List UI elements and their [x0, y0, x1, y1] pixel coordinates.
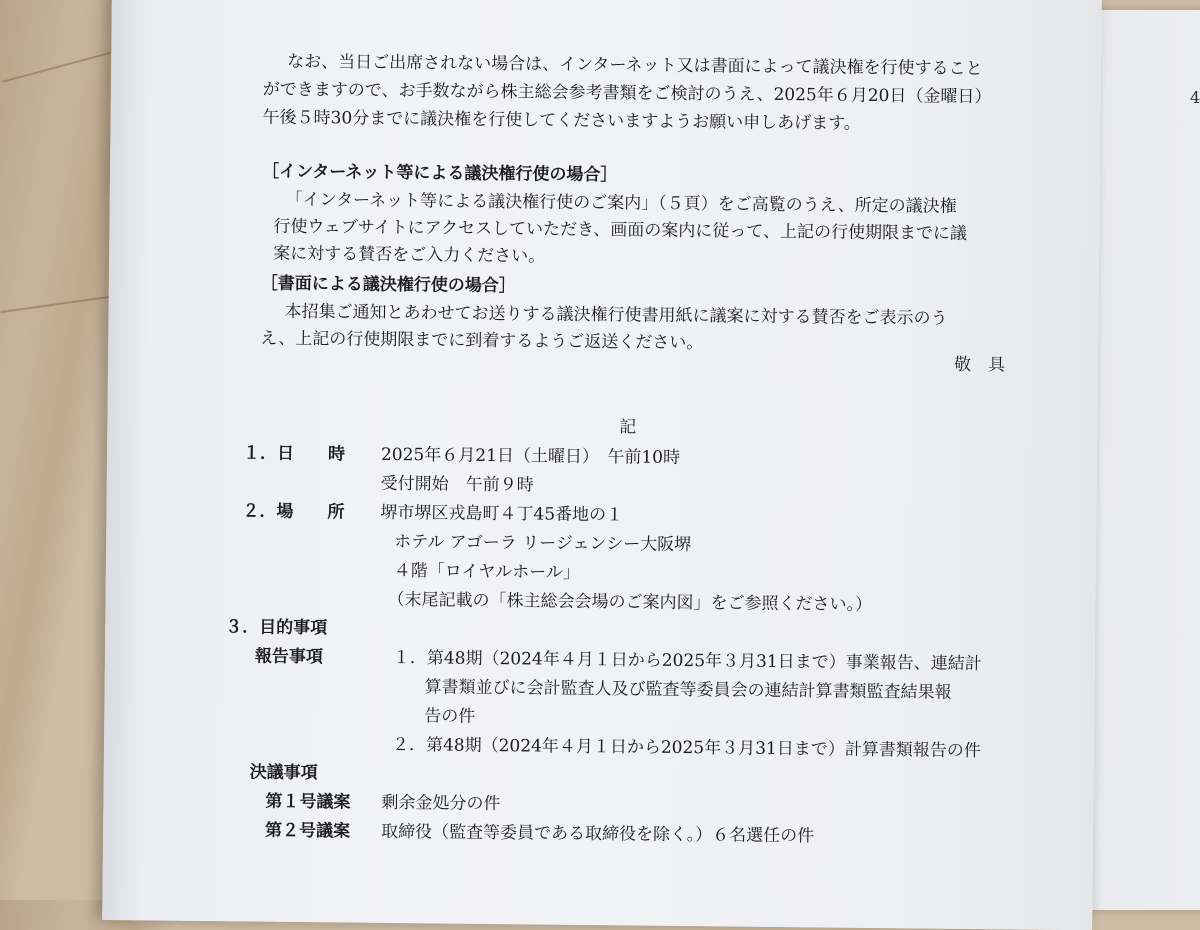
report-2: ２．第48期（2024年４月１日から2025年３月31日まで）計算書類報告の件 — [391, 734, 981, 762]
proposal-1-label: 第１号議案 — [265, 791, 351, 813]
document-page — [102, 0, 1102, 930]
internet-line-2: 行使ウェブサイトにアクセスしていただき、画面の案内に従って、上記の行使期限までに議 — [273, 216, 968, 244]
internet-line-3: 案に対する賛否をご入力ください。 — [273, 243, 546, 267]
written-line-2: え、上記の行使期限までに到着するようご返送ください。 — [260, 328, 704, 354]
item-1-datetime: 2025年６月21日（土曜日） 午前10時 — [380, 444, 681, 468]
resolution-matters-label: 決議事項 — [249, 762, 318, 784]
written-line-1: 本招集ご通知とあわせてお送りする議決権行使書用紙に議案に対する賛否をご表示のう — [284, 301, 948, 329]
intro-line-2: ができますので、お手数ながら株主総会参考書類をご検討のうえ、2025年６月20日（金曜日） — [262, 79, 992, 108]
item-1-reception: 受付開始 午前９時 — [380, 473, 534, 496]
intro-line-3: 午後５時30分までに議決権を行使してくださいますようお願い申しあげます。 — [262, 107, 861, 134]
item-2-address: 堺市堺区戎島町４丁45番地の１ — [380, 502, 624, 526]
report-1-line-1: １．第48期（2024年４月１日から2025年３月31日まで）事業報告、連結計 — [392, 647, 982, 675]
proposal-2-text: 取締役（監査等委員である取締役を除く。）６名選任の件 — [380, 821, 815, 847]
report-1-line-3: 告の件 — [424, 706, 476, 727]
intro-line-1: なお、当日ご出席されない場合は、インターネット又は書面によって議決権を行使すること — [287, 51, 983, 80]
closing-keigu: 敬 具 — [953, 354, 1006, 376]
ki-mark: 記 — [619, 417, 637, 438]
item-2-label: ２．場 所 — [242, 501, 345, 523]
proposal-1-text: 剰余金処分の件 — [381, 792, 501, 815]
internet-voting-heading: ［インターネット等による議決権行使の場合］ — [261, 161, 618, 186]
proposal-2-label: 第２号議案 — [264, 820, 351, 842]
internet-line-1: 「インターネット等による議決権行使のご案内」（５頁）をご高覧のうえ、所定の議決権 — [285, 189, 957, 217]
item-2-map-note: （末尾記載の「株主総会会場のご案内図」をご参照ください。） — [387, 589, 873, 615]
report-1-line-2: 算書類並びに会計監査人及び監査等委員会の連結計算書類監査結果報 — [424, 677, 952, 703]
item-2-room: ４階「ロイヤルホール」 — [393, 560, 580, 583]
page-number: 4 — [1190, 88, 1200, 107]
item-2-hotel: ホテル アゴーラ リージェンシー大阪堺 — [394, 531, 692, 556]
written-voting-heading: ［書面による議決権行使の場合］ — [260, 273, 516, 297]
item-3-label: ３．目的事項 — [225, 617, 328, 639]
item-1-label: １．日 時 — [242, 443, 346, 465]
report-matters-label: 報告事項 — [254, 646, 324, 668]
